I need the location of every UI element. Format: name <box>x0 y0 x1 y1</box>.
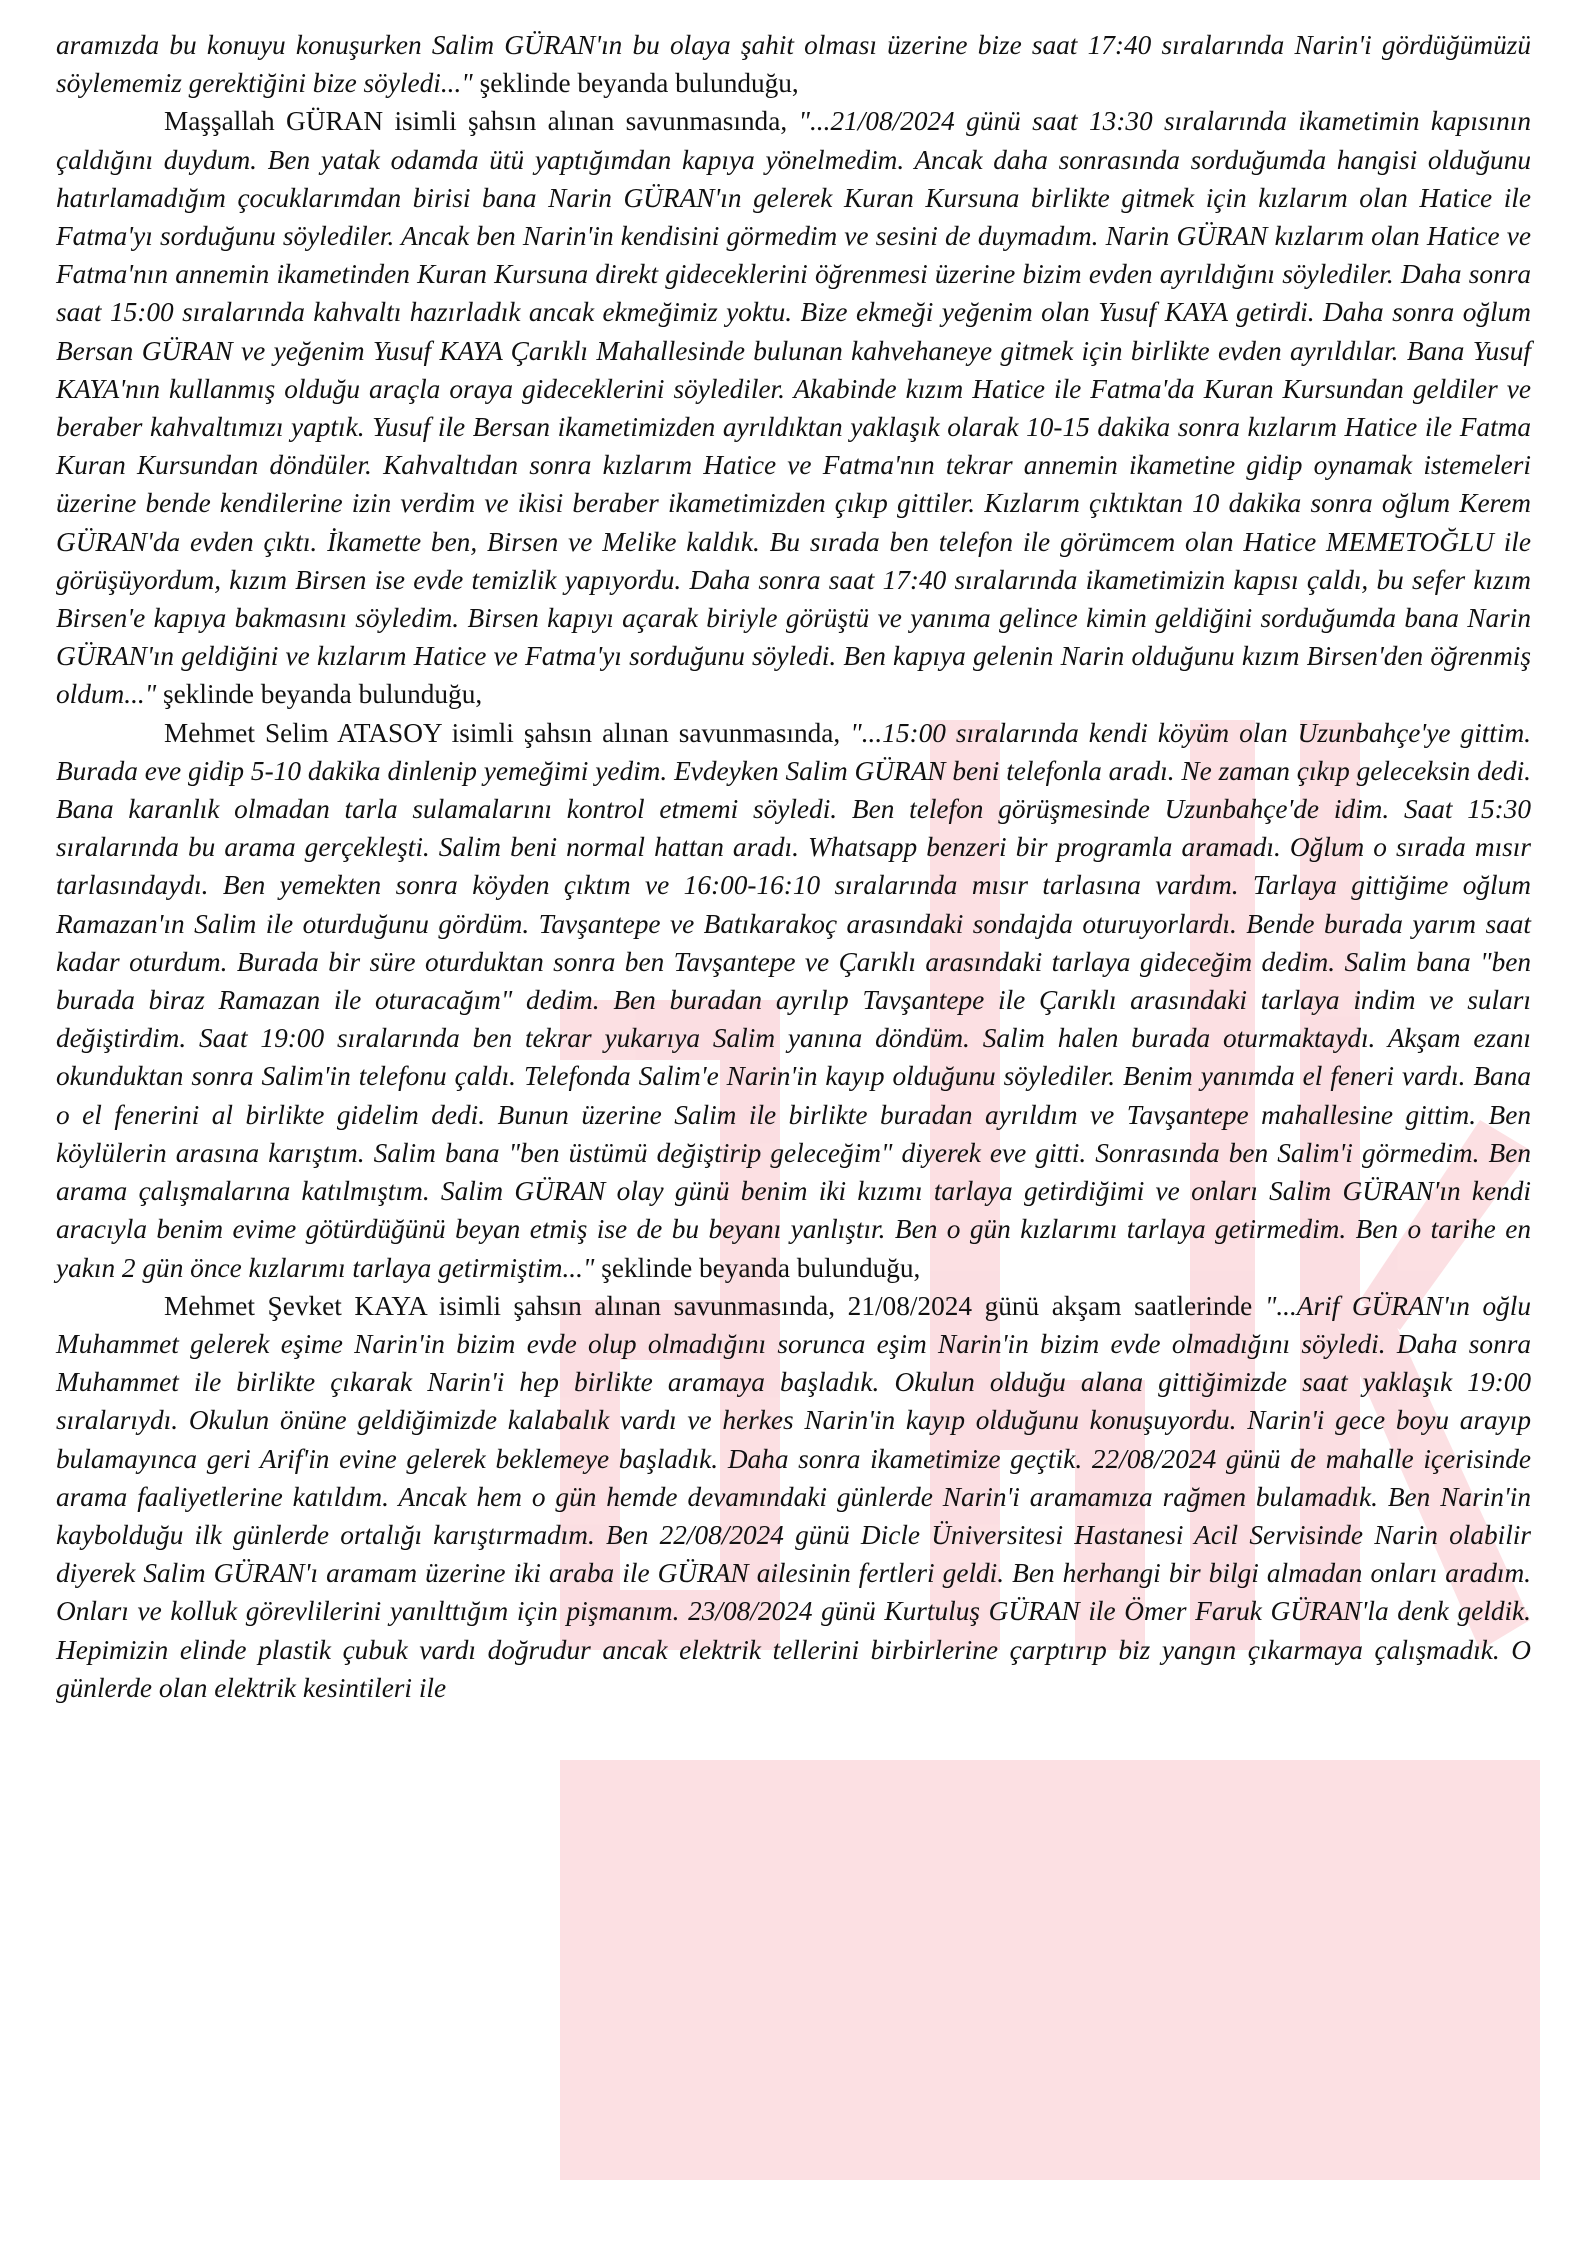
narrative-text: şeklinde beyanda bulunduğu, <box>156 679 483 710</box>
quoted-statement: "...21/08/2024 günü saat 13:30 sıralarında ikametimin kapısının çaldığını duydum. Ben yatak odamda ütü yaptığımdan kapıya yönelmedim. Ancak daha sonrasında sorduğumda hangisi olduğunu hatırlamadığım çocuklarımdan birisi bana Narin GÜRAN'ın gelerek Kuran Kursuna birlikte gitmek için kızlarım olan Hatice ile Fatma'yı sorduğunu söylediler. Ancak ben Narin'in kendisini görmedim ve sesini de duymadım. Narin GÜRAN kızlarım olan Hatice ve Fatma'nın annemin ikametinden Kuran Kursuna direkt gideceklerini öğrenmesi üzerine bizim evden ayrıldığını söylediler. Daha sonra saat 15:00 sıralarında kahvaltı hazırladık ancak ekmeğimiz yoktu. Bize ekmeği yeğenim olan Yusuf KAYA getirdi. Daha sonra oğlum Bersan GÜRAN ve yeğenim Yusuf KAYA Çarıklı Mahallesinde bulunan kahvehaneye gitmek için birlikte evden ayrıldılar. Bana Yusuf KAYA'nın kullanmış olduğu araçla oraya gideceklerini söylediler. Akabinde kızım Hatice ile Fatma'da Kuran Kursundan geldiler ve beraber kahvaltımızı yaptık. Yusuf ile Bersan ikametimizden ayrıldıktan yaklaşık olarak 10-15 dakika sonra kızlarım Hatice ile Fatma Kuran Kursundan döndüler. Kahvaltıdan sonra kızlarım Hatice ve Fatma'nın tekrar annemin ikametine gidip oynamak istemeleri üzerine bende kendilerine izin verdim ve ikisi beraber ikametimizden çıkıp gittiler. Kızlarım çıktıktan 10 dakika sonra oğlum Kerem GÜRAN'da evden çıktı. İkamette ben, Birsen ve Melike kaldık. Bu sırada ben telefon ile görümcem olan Hatice MEMETOĞLU ile görüşüyordum, kızım Birsen ise evde temizlik yapıyordu. Daha sonra saat 17:40 sıralarında ikametimizin kapısı çaldı, bu sefer kızım Birsen'e kapıya bakmasını söyledim. Birsen kapıyı açarak biriyle görüştü ve yanıma gelince kimin geldiğini sorduğumda bana Narin GÜRAN'ın geldiğini ve kızlarım Hatice ve Fatma'yı sorduğunu söyledi. Ben kapıya gelenin Narin olduğunu kızım Birsen'den öğrenmiş oldum..." <box>56 106 1531 710</box>
quoted-statement: "...15:00 sıralarında kendi köyüm olan Uzunbahçe'ye gittim. Burada eve gidip 5-10 dakika dinlenip yemeğimi yedim. Evdeyken Salim GÜRAN beni telefonla aradı. Ne zaman çıkıp geleceksin dedi. Bana karanlık olmadan tarla sulamalarını kontrol etmemi söyledi. Ben telefon görüşmesinde Uzunbahçe'de idim. Saat 15:30 sıralarında bu arama gerçekleşti. Salim beni normal hattan aradı. Whatsapp benzeri bir programla aramadı. Oğlum o sırada mısır tarlasındaydı. Ben yemekten sonra köyden çıktım ve 16:00-16:10 sıralarında mısır tarlasına vardım. Tarlaya gittiğime oğlum Ramazan'ın Salim ile oturduğunu gördüm. Tavşantepe ve Batıkarakoç arasındaki sondajda oturuyorlardı. Bende burada yarım saat kadar oturdum. Burada bir süre oturduktan sonra ben Tavşantepe ve Çarıklı arasındaki tarlaya gideceğim dedim. Salim bana "ben burada biraz Ramazan ile oturacağım" dedim. Ben buradan ayrılıp Tavşantepe ile Çarıklı arasındaki tarlaya indim ve suları değiştirdim. Saat 19:00 sıralarında ben tekrar yukarıya Salim yanına döndüm. Salim halen burada oturmaktaydı. Akşam ezanı okunduktan sonra Salim'in telefonu çaldı. Telefonda Salim'e Narin'in kayıp olduğunu söylediler. Benim yanımda el feneri vardı. Bana o el fenerini al birlikte gidelim dedi. Bunun üzerine Salim ile birlikte buradan ayrıldım ve Tavşantepe mahallesine gittim. Ben köylülerin arasına karıştım. Salim bana "ben üstümü değiştirip geleceğim" diyerek eve gitti. Sonrasında ben Salim'i görmedim. Ben arama çalışmalarına katılmıştım. Salim GÜRAN olay günü benim iki kızımı tarlaya getirdiğimi ve onları Salim GÜRAN'ın kendi aracıyla benim evime götürdüğünü beyan etmiş ise de bu beyanı yanlıştır. Ben o gün kızlarımı tarlaya getirmedim. Ben o tarihe en yakın 2 gün önce kızlarımı tarlaya getirmiştim..." <box>56 717 1532 1283</box>
paragraph <box>56 26 1531 102</box>
narrative-text: şeklinde beyanda bulunduğu, <box>594 1252 921 1283</box>
paragraph <box>56 714 1531 1287</box>
paragraph <box>56 102 1531 713</box>
quoted-statement: "...Arif GÜRAN'ın oğlu Muhammet gelerek eşime Narin'in bizim evde olup olmadığını sorunca eşim Narin'in bizim evde olmadığını söyledi. Daha sonra Muhammet ile birlikte çıkarak Narin'i hep birlikte aramaya başladık. Okulun olduğu alana gittiğimizde saat yaklaşık 19:00 sıralarıydı. Okulun önüne geldiğimizde kalabalık vardı ve herkes Narin'in kayıp olduğunu konuşuyordu. Narin'i gece boyu arayıp bulamayınca geri Arif'in evine gelerek beklemeye başladık. Daha sonra ikametimize geçtik. 22/08/2024 günü de mahalle içerisinde arama faaliyetlerine katıldım. Ancak hem o gün hemde devamındaki günlerde Narin'i aramamıza rağmen bulamadık. Ben Narin'in kaybolduğu ilk günlerde ortalığı karıştırmadım. Ben 22/08/2024 günü Dicle Üniversitesi Hastanesi Acil Servisinde Narin olabilir diyerek Salim GÜRAN'ı aramam üzerine iki araba ile GÜRAN ailesinin fertleri geldi. Ben herhangi bir bilgi almadan onları aradım. Onları ve kolluk görevlilerini yanılttığım için pişmanım. 23/08/2024 günü Kurtuluş GÜRAN ile Ömer Faruk GÜRAN'la denk geldik. Hepimizin elinde plastik çubuk vardı doğrudur ancak elektrik tellerini birbirlerine çarptırıp biz yangın çıkarmaya çalışmadık. O günlerde olan elektrik kesintileri ile <box>56 1290 1531 1703</box>
narrative-text: Maşşallah GÜRAN isimli şahsın alınan savunmasında, <box>164 106 799 137</box>
narrative-text: Mehmet Selim ATASOY isimli şahsın alınan savunmasında, <box>164 717 851 748</box>
paragraph <box>56 1287 1531 1707</box>
narrative-text: Mehmet Şevket KAYA isimli şahsın alınan savunmasında, 21/08/2024 günü akşam saatlerinde <box>164 1290 1265 1321</box>
quoted-statement: aramızda bu konuyu konuşurken Salim GÜRAN'ın bu olaya şahit olması üzerine bize saat 17:40 sıralarında Narin'i gördüğümüzü söylememiz gerektiğini bize söyledi..." <box>56 30 1531 99</box>
narrative-text: şeklinde beyanda bulunduğu, <box>472 68 799 99</box>
